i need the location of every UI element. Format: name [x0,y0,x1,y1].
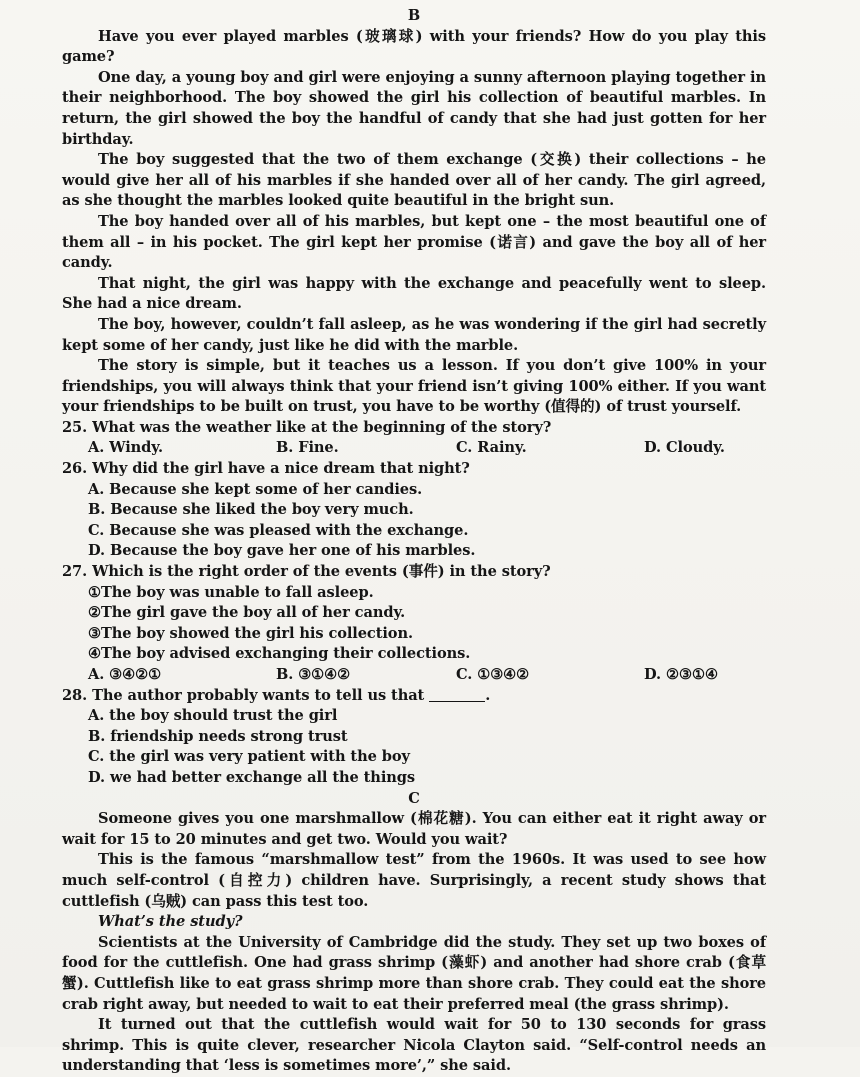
answer-blank [429,687,485,702]
option-b: B. friendship needs strong trust [88,727,348,745]
question-27 [62,562,766,686]
question-25-stem: 25. What was the weather like at the beginning of the story? [62,418,552,436]
question-27-options [62,665,766,686]
question-28 [62,686,766,789]
option-c: C. Because she was pleased with the exchange. [88,521,469,539]
passage-b-paragraph-5: That night, the girl was happy with the exchange and peacefully went to sleep. She had a nice dream. [62,274,766,313]
event-4: ④The boy advised exchanging their collections. [88,645,471,663]
question-26 [62,459,766,562]
question-28-stem-text: 28. The author probably wants to tell us that [62,686,425,704]
option-c: C. Rainy. [456,439,527,457]
passage-b-paragraph-2: One day, a young boy and girl were enjoying a sunny afternoon playing together in their neighborhood. The boy showed the girl his collection of beautiful marbles. In return, the girl showed the boy the handful of candy that she had just gotten for her birthday. [62,68,766,148]
option-a: A. the boy should trust the girl [88,707,338,725]
option-c: C. the girl was very patient with the boy [88,748,410,766]
question-25 [62,418,766,459]
option-a: A. Because she kept some of her candies. [88,480,423,498]
option-d: D. Because the boy gave her one of his marbles. [88,542,476,560]
question-27-stem: 27. Which is the right order of the events (事件) in the story? [62,563,551,581]
passage-c-subheading: What’s the study? [98,913,243,931]
option-d: D. Cloudy. [644,439,725,457]
section-b-label: B [407,7,421,24]
option-b: B. Fine. [276,439,339,457]
passage-b-paragraph-4: The boy handed over all of his marbles, but kept one – the most beautiful one of them all – in his pocket. The girl kept her promise (诺言) and gave the boy all of her candy. [62,212,766,272]
option-c: C. ①③④② [456,666,530,683]
reading-content [62,6,766,1077]
option-a: A. ③④②① [88,666,162,683]
passage-c-paragraph-4: It turned out that the cuttlefish would wait for 50 to 130 seconds for grass shrimp. This is quite clever, researcher Nicola Clayton said. “Self-control needs an understanding that ‘less is sometimes more’,” she said. [62,1016,766,1075]
section-c-label: C [408,789,420,807]
passage-b-paragraph-3: The boy suggested that the two of them exchange (交换) their collections – he would give her all of his marbles if she handed over all of her candy. The girl agreed, as she thought the marbles looked quite beautiful in the bright sun. [62,151,766,210]
passage-b-paragraph-1: Have you ever played marbles (玻璃球) with your friends? How do you play this game? [62,27,766,66]
passage-c-paragraph-2: This is the famous “marshmallow test” from the 1960s. It was used to see how much self-control (自控力) children have. Surprisingly, a recent study shows that cuttlefish (乌贼) can pass this test too. [62,851,766,910]
option-b: B. ③①④② [276,666,351,683]
passage-b-paragraph-6: The boy, however, couldn’t fall asleep, as he was wondering if the girl had secretly kept some of her candy, just like he did with the marble. [62,315,766,354]
question-25-options [62,438,766,459]
event-3: ③The boy showed the girl his collection. [88,624,413,642]
question-26-stem: 26. Why did the girl have a nice dream that night? [62,460,470,478]
passage-c-paragraph-3: Scientists at the University of Cambridge did the study. They set up two boxes of food for the cuttlefish. One had grass shrimp (藻虾) and another had shore crab (食草蟹). Cuttlefish like to eat grass shrimp more than shore crab. They could eat the shore crab right away, but needed to wait to eat their preferred meal (the grass shrimp). [62,933,766,1013]
passage-c-paragraph-1: Someone gives you one marshmallow (棉花糖). You can either eat it right away or wait for 15 to 20 minutes and get two. Would you wait? [62,810,766,848]
option-b: B. Because she liked the boy very much. [88,501,414,519]
option-a: A. Windy. [88,439,163,457]
event-2: ②The girl gave the boy all of her candy. [88,604,406,622]
passage-b-paragraph-7: The story is simple, but it teaches us a lesson. If you don’t give 100% in your friendships, you will always think that your friend isn’t giving 100% either. If you want your friendships to be built on trust, you have to be worthy (值得的) of trust yourself. [62,357,766,416]
question-28-stem [62,686,766,707]
option-d: D. ②③①④ [644,666,718,683]
question-28-stem-end: . [485,686,491,704]
option-d: D. we had better exchange all the things [88,768,415,786]
event-1: ①The boy was unable to fall asleep. [88,583,374,601]
